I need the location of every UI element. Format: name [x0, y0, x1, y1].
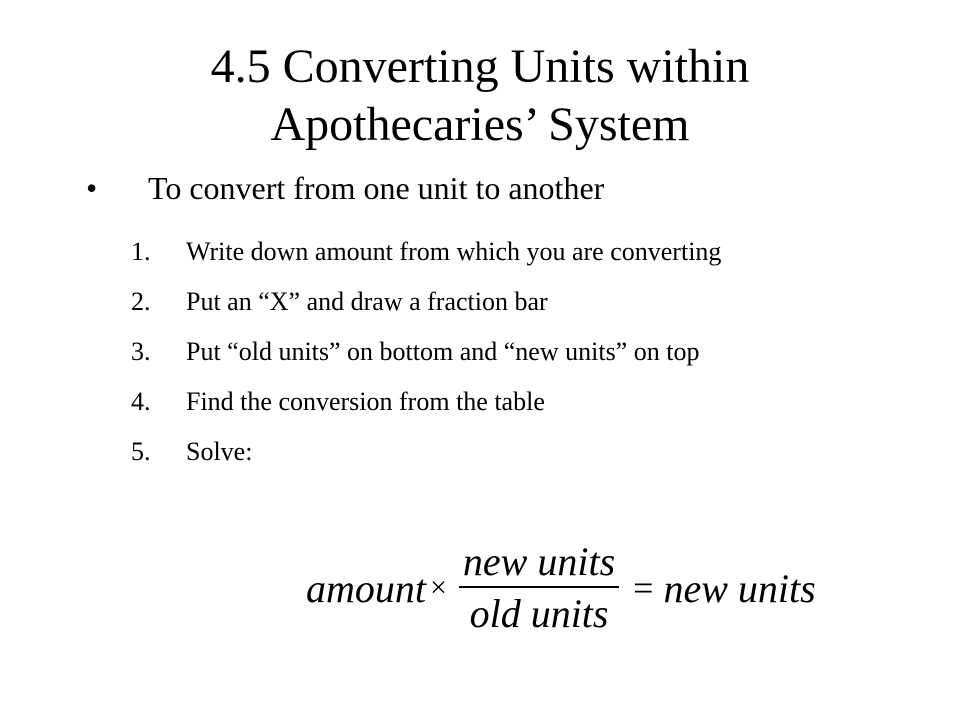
- list-item: [131, 336, 891, 368]
- step-text: Put “old units” on bottom and “new units” on top: [186, 337, 700, 366]
- step-text: Find the conversion from the table: [186, 387, 545, 416]
- step-number: 1.: [131, 237, 151, 266]
- step-text: Write down amount from which you are converting: [186, 237, 722, 266]
- formula-result: new units: [663, 565, 816, 611]
- fraction-denominator: old units: [469, 591, 609, 636]
- fraction-numerator: new units: [462, 539, 616, 584]
- step-number: 4.: [131, 387, 151, 416]
- formula-fraction: [459, 540, 619, 636]
- bullet-point: [86, 168, 604, 208]
- step-text: Solve:: [186, 437, 253, 466]
- multiply-sign: ×: [430, 571, 447, 604]
- step-number: 3.: [131, 337, 151, 366]
- list-item: [131, 286, 891, 318]
- list-item: [131, 386, 891, 418]
- formula-amount: amount: [306, 565, 426, 611]
- steps-list: [131, 236, 891, 486]
- fraction-bar: [459, 586, 619, 588]
- step-text: Put an “X” and draw a fraction bar: [186, 287, 548, 316]
- list-item: [131, 436, 891, 468]
- slide-title-line-2: Apothecaries’ System: [270, 98, 690, 151]
- list-item: [131, 236, 891, 268]
- step-number: 5.: [131, 437, 151, 466]
- equals-sign: =: [633, 568, 654, 608]
- bullet-marker: •: [86, 170, 98, 206]
- slide-title-line-1: 4.5 Converting Units within: [210, 40, 750, 93]
- slide-title: [80, 38, 880, 154]
- bullet-text: To convert from one unit to another: [148, 170, 605, 206]
- step-number: 2.: [131, 287, 151, 316]
- conversion-formula: [306, 538, 816, 638]
